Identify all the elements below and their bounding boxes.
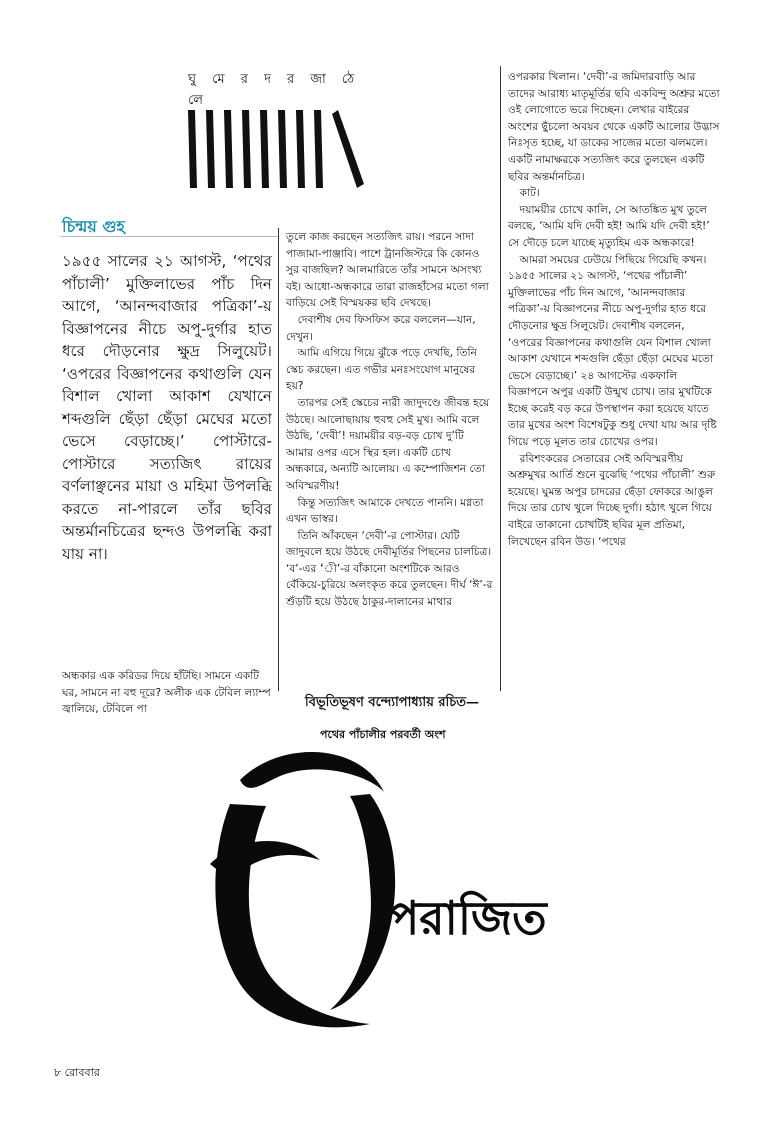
paragraph: দেবাশীষ দেব ফিসফিস করে বললেন—যান, দেখুন। — [286, 313, 476, 343]
column-3-body — [508, 69, 720, 550]
paragraph: অন্ধকার এক করিডর দিয়ে হাঁটছি। সামনে একটি ঘর, সামনে না বহু দূরে? অলীক এক টেবিল ল্যাম্প জ্বালিয়ে, টেবিলে পা — [62, 670, 271, 716]
lead-paragraph: ১৯৫৫ সালের ২১ আগস্ট, ‘পথের পাঁচালী’ মুক্তিলাভের পাঁচ দিন আগে, ‘আনন্দবাজার পত্রিকা’-য় বিজ্ঞাপনের নীচে অপু-দুর্গার হাত ধরে দৌড়নোর ক্ষুদ্র সিলুয়েট। ‘ওপরের বিজ্ঞাপনের কথাগুলি যেন বিশাল খোলা আকাশ যেখানে শব্দগুলি ছেঁড়া ছেঁড়া মেঘের মতো ভেসে বেড়াচ্ছে।’ পোস্টারে-পোস্টারে সত্যজিৎ রায়ের বর্ণলাঞ্ছনের মায়া ও মহিমা উপলব্ধি করতে না-পারলে তাঁর ছবির অন্তর্মানচিত্রের ছন্দও উপলব্ধি করা যায় না। — [62, 252, 272, 563]
paragraph: কিন্তু সত্যজিৎ আমাকে দেখতে পাননি। মগ্নতা এখন ভাস্বর। — [286, 496, 484, 526]
paragraph: আমি এগিয়ে গিয়ে ঝুঁকে পড়ে দেখছি, তিনি স্কেচ করছেন। এত গভীর মনঃসংযোগ মানুষের হয়? — [286, 347, 477, 393]
author-divider — [60, 236, 278, 237]
paragraph: তারপর সেই স্কেচের নারী জাদুদণ্ডে জীবন্ত হয়ে উঠছে। আলোছায়ায় হুবহু সেই মুখ। আমি বলে উঠছি, ‘দেবী’! দয়াময়ীর বড়-বড় চোখ দু’টি আমার ওপর এসে স্থির হল। একটি চোখ অন্ধকারে, অন্যটি আলোয়। এ কম্পোজিশন তো অবিস্মরণীয়! — [286, 396, 490, 492]
paragraph: আমরা সময়ের ঢেউয়ে পিছিয়ে গিয়েছি কখন। ১৯৫৫ সালের ২১ আগস্ট, ‘পথের পাঁচালী’ মুক্তিলাভের পাঁচ দিন আগে, ‘আনন্দবাজার পত্রিকা’-য় বিজ্ঞাপনের নীচে অপু-দুর্গার হাত ধরে দৌড়নোর ক্ষুদ্র সিলুয়েট। দেবাশীষ বললেন, ‘ওপরের বিজ্ঞাপনের কথাগুলি যেন বিশাল খোলা আকাশ যেখানে শব্দগুলি ছেঁড়া ছেঁড়া মেঘের মতো ভেসে বেড়াচ্ছে।’ ২৪ আগস্টের একফালি বিজ্ঞাপনে অপুর একটি উন্মুখ চোখ। তার মুখটিকে ইচ্ছে করেই বড় করে উপস্থাপন করা হয়েছে যাতে তার মুখের অংশ বিশেষটুকু শুধু দেখা যায় আর দৃষ্টি গিয়ে পড়ে মূলত তার চোখের ওপর। — [508, 253, 717, 449]
section-stripes-logo — [186, 106, 366, 192]
paragraph: দয়াময়ীর চোখে কালি, সে আতঙ্কিত মুখ তুলে বলছে, ‘আমি যদি দেবী হই! আমি যদি দেবী হই!’ সে দৌড়ে চলে যাচ্ছে মৃত্যুহিম এক অন্ধকারে! — [508, 203, 710, 249]
poster-credit-line: বিভূতিভূষণ বন্দ্যোপাধ্যায় রচিত— — [305, 695, 480, 710]
author-name: চিন্ময় গুহ — [62, 217, 125, 236]
paragraph: কাট। — [519, 187, 540, 200]
section-kicker: ঘু মে র দ র জা ঠে লে — [188, 72, 361, 108]
poster-title-word: পরাজিত — [388, 891, 547, 945]
paragraph: তুলে কাজ করছেন সত্যজিৎ রায়। পরনে সাদা পাজামা-পাঞ্জাবি। পাশে ট্রানজিস্টরে কি কোনও সুর বাজছিল? আলমারিতে তাঁর সামনে অসংখ্য বই। আধো-অন্ধকারে তারা রাজহাঁসের মতো গলা বাড়িয়ে সেই বিস্ময়কর ছবি দেখছে। — [286, 231, 489, 310]
paragraph: তিনি আঁকছেন ‘দেবী’-র পোস্টার। যেটি জাদুবলে হয়ে উঠছে দেবীমূর্তির পিছনের চালচিত্র। ‘ব’-এর ‘ী’-র বাঁকানো অংশটিকে আরও বেঁকিয়ে-চুরিয়ে অলংকৃত করে তুলছেন। দীর্ঘ ‘ঈ’-র শুঁড়টি হয়ে উঠছে ঠাকুর-দালানের মাথার — [286, 529, 493, 609]
aparajito-poster-image — [170, 684, 620, 1064]
paragraph: রবিশংকরের সেতারের সেই অবিস্মরণীয় অশ্রুমুখর আর্তি শুনে বুঝেছি ‘পথের পাঁচালী’ শুরু হয়েছে। ঘুমন্ত অপুর চাদরের ছেঁড়া ফোকরে আঙুল দিয়ে তার চোখ খুলে দিচ্ছে দুর্গা। হঠাৎ খুলে গিয়ে বাইরে তাকানো চোখটিই ছবির মূল প্রতিমা, লিখেছেন রবিন উড। ‘পথের — [508, 452, 716, 548]
column-divider — [500, 66, 501, 691]
paragraph: ওপরকার খিলান। ‘দেবী’-র জমিদারবাড়ি আর তাদের আরাধ্য মাতৃমূর্তির ছবি একবিন্দু অশ্রুর মতো ওই লোগোতে ভরে দিচ্ছেন। লেখার বাইরের অংশের ছুঁচলো অবয়ব থেকে একটি আলোর উদ্ভাস নিঃসৃত হচ্ছে, যা ডাকের সাজের মতো ঝলমলে। একটি নামাক্ষরকে সত্যজিৎ করে তুলছেন একটি ছবির অন্তর্মানচিত্র। — [508, 71, 720, 183]
calligraphic-letter-shape — [210, 752, 395, 1027]
column-2-body — [286, 229, 494, 611]
column-divider — [278, 228, 279, 691]
page-folio: ৮ রোববার — [54, 1066, 100, 1079]
poster-subtitle-line: পথের পাঁচালীর পরবর্তী অংশ — [320, 728, 446, 741]
